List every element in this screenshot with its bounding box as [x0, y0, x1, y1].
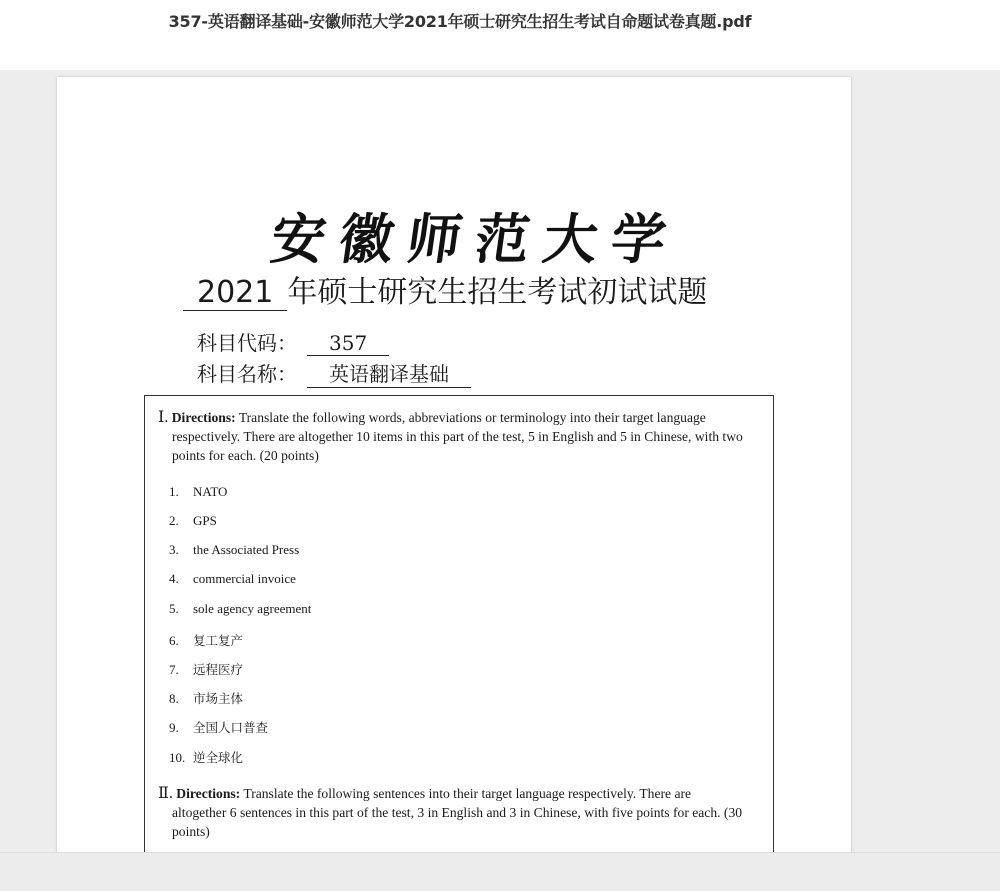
section1-directions-rest: respectively. There are altogether 10 items in this part of the test, 5 in English and 5 in Chinese, with two points for each. (20 points): [172, 429, 743, 463]
section1-directions-first: Translate the following words, abbreviations or terminology into their target language: [238, 410, 706, 425]
section2-directions: [158, 784, 763, 841]
pdf-page: [57, 77, 851, 852]
pdf-viewer-area[interactable]: [0, 70, 1000, 852]
university-name-calligraphy: 安徽师范大学: [267, 207, 685, 271]
exam-year: 2021: [183, 275, 287, 311]
section2-directions-rest: altogether 6 sentences in this part of the test, 3 in English and 3 in Chinese, with five points for each. (30 points): [172, 805, 743, 839]
section2-directions-label: Directions:: [176, 786, 241, 801]
question-box: [144, 395, 774, 852]
list-item: 7. 远程医疗: [169, 662, 244, 677]
list-item: 9. 全国人口普查: [169, 720, 269, 735]
section1-number: Ⅰ.: [158, 409, 169, 426]
list-item: 8. 市场主体: [169, 691, 244, 706]
subject-name-value: 英语翻译基础: [307, 358, 471, 388]
subject-code-value: 357: [307, 331, 389, 356]
viewer-bottom-bar: [0, 852, 1000, 891]
list-item: 5. sole agency agreement: [169, 601, 312, 616]
list-item: 1. NATO: [169, 484, 228, 499]
viewer-title-bar: [0, 0, 1000, 70]
subject-code-row: [197, 327, 389, 356]
list-item: 6. 复工复产: [169, 633, 244, 648]
list-item: 3. the Associated Press: [169, 542, 300, 557]
exam-heading: [183, 267, 707, 311]
section2-directions-first: Translate the following sentences into their target language respectively. There are: [243, 786, 692, 801]
exam-heading-text: 年硕士研究生招生考试初试试题: [287, 275, 708, 310]
section1-directions: [158, 408, 763, 465]
subject-name-label: 科目名称：: [197, 362, 297, 386]
subject-name-row: [197, 358, 471, 388]
subject-code-label: 科目代码：: [197, 331, 297, 355]
list-item: 10. 逆全球化: [169, 750, 244, 765]
document-title: 357-英语翻译基础-安徽师范大学2021年硕士研究生招生考试自命题试卷真题.pdf: [168, 12, 752, 31]
list-item: 2. GPS: [169, 513, 217, 528]
section1-directions-label: Directions:: [171, 410, 236, 425]
section2-number: Ⅱ.: [158, 785, 173, 802]
list-item: 4. commercial invoice: [169, 571, 296, 586]
